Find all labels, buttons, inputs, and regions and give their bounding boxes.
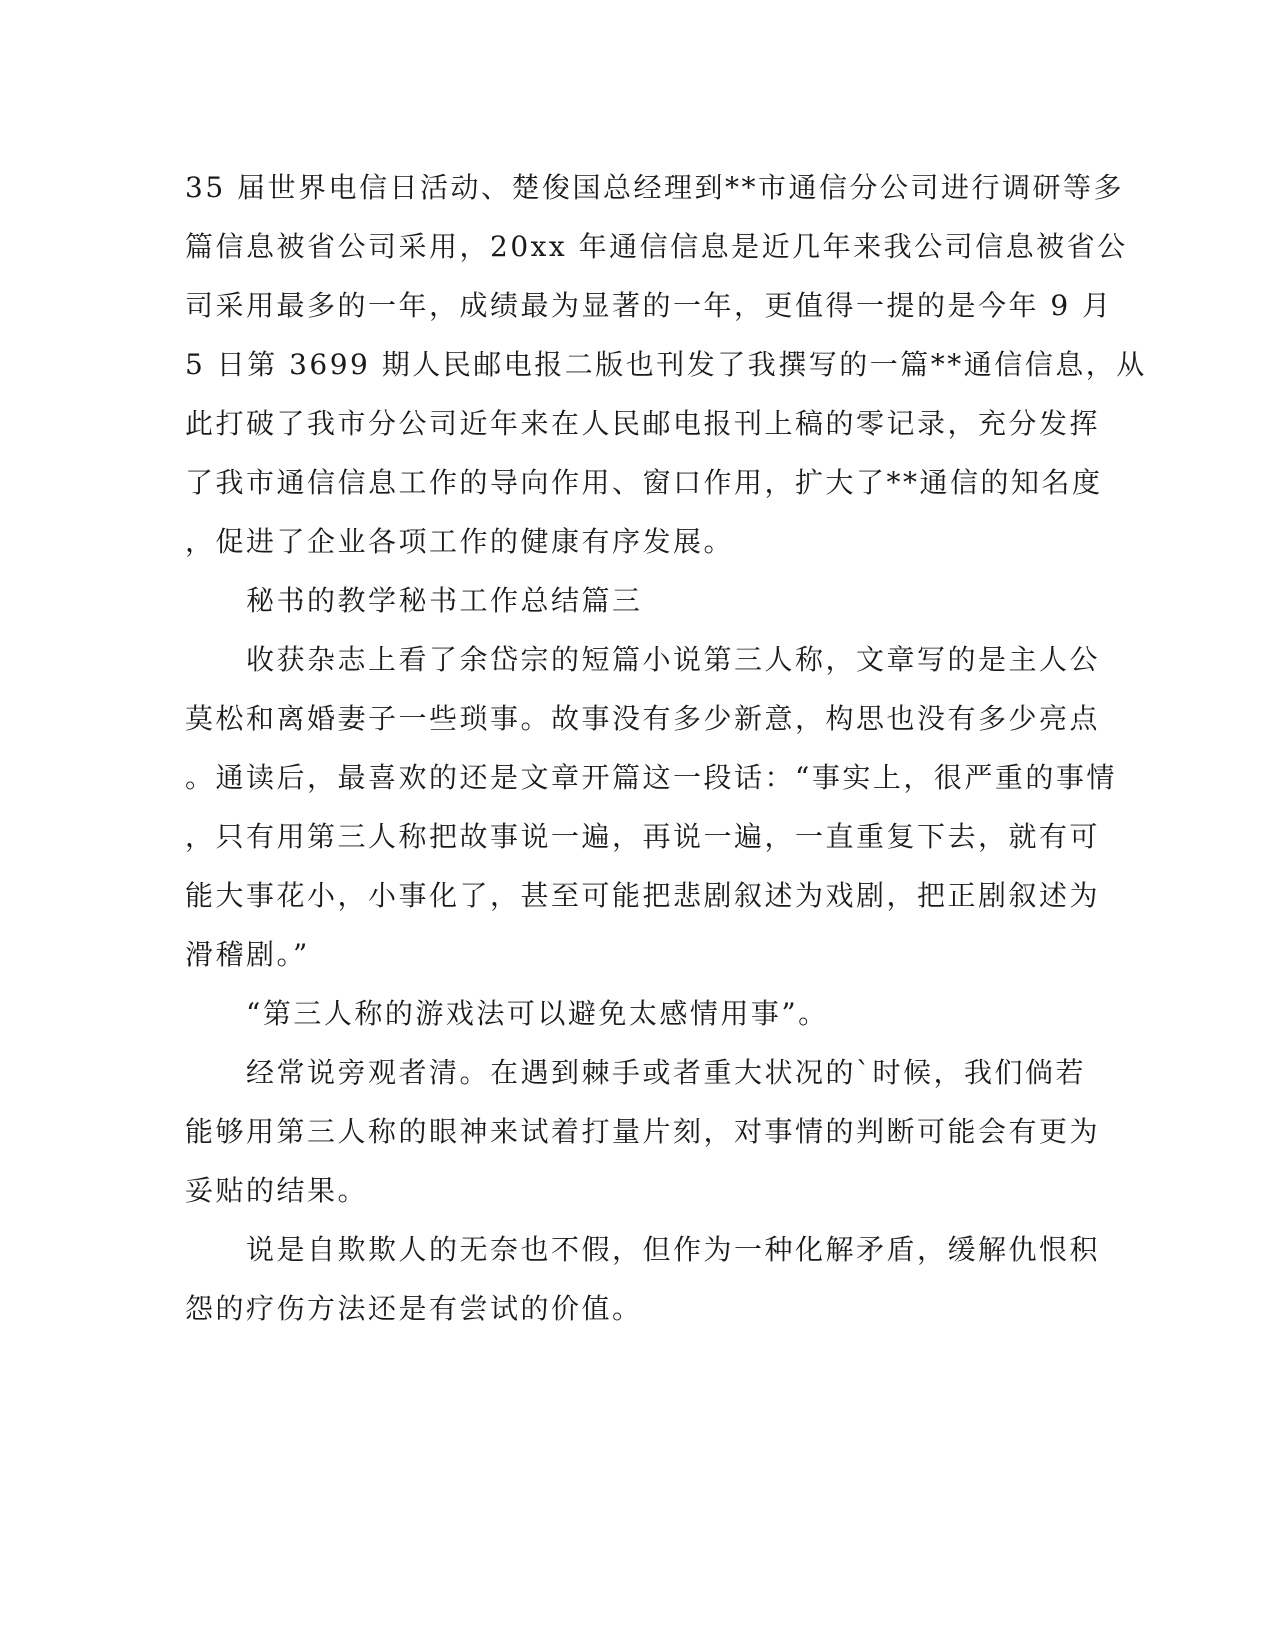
text-line: 莫松和离婚妻子一些琐事。故事没有多少新意，构思也没有多少亮点 xyxy=(185,702,1101,735)
text-line: 5 日第 3699 期人民邮电报二版也刊发了我撰写的一篇**通信信息，从 xyxy=(185,348,1147,381)
text-line: 收获杂志上看了余岱宗的短篇小说第三人称，文章写的是主人公 xyxy=(185,643,1101,676)
text-line: ，促进了企业各项工作的健康有序发展。 xyxy=(185,525,735,558)
text-line: 此打破了我市分公司近年来在人民邮电报刊上稿的零记录，充分发挥 xyxy=(185,407,1101,440)
section-heading: 秘书的教学秘书工作总结篇三 xyxy=(185,584,643,617)
text-line: 了我市通信信息工作的导向作用、窗口作用，扩大了**通信的知名度 xyxy=(185,466,1103,499)
text-line: 滑稽剧。” xyxy=(185,938,310,971)
text-line: 35 届世界电信日活动、楚俊国总经理到**市通信分公司进行调研等多 xyxy=(185,171,1125,204)
text-line: ，只有用第三人称把故事说一遍，再说一遍，一直重复下去，就有可 xyxy=(185,820,1101,853)
text-line: “第三人称的游戏法可以避免太感情用事”。 xyxy=(185,997,829,1030)
text-line: 怨的疗伤方法还是有尝试的价值。 xyxy=(185,1292,643,1325)
document-body xyxy=(185,158,1147,1338)
text-line: 能大事花小，小事化了，甚至可能把悲剧叙述为戏剧，把正剧叙述为 xyxy=(185,879,1101,912)
text-line: 司采用最多的一年，成绩最为显著的一年，更值得一提的是今年 9 月 xyxy=(185,289,1113,322)
text-line: 。通读后，最喜欢的还是文章开篇这一段话：“事实上，很严重的事情 xyxy=(185,761,1117,794)
text-line: 能够用第三人称的眼神来试着打量片刻，对事情的判断可能会有更为 xyxy=(185,1115,1101,1148)
text-line: 说是自欺欺人的无奈也不假，但作为一种化解矛盾，缓解仇恨积 xyxy=(185,1233,1101,1266)
text-line: 妥贴的结果。 xyxy=(185,1174,369,1207)
text-line: 篇信息被省公司采用，20xx 年通信信息是近几年来我公司信息被省公 xyxy=(185,230,1128,263)
text-line: 经常说旁观者清。在遇到棘手或者重大状况的`时候，我们倘若 xyxy=(185,1056,1087,1089)
